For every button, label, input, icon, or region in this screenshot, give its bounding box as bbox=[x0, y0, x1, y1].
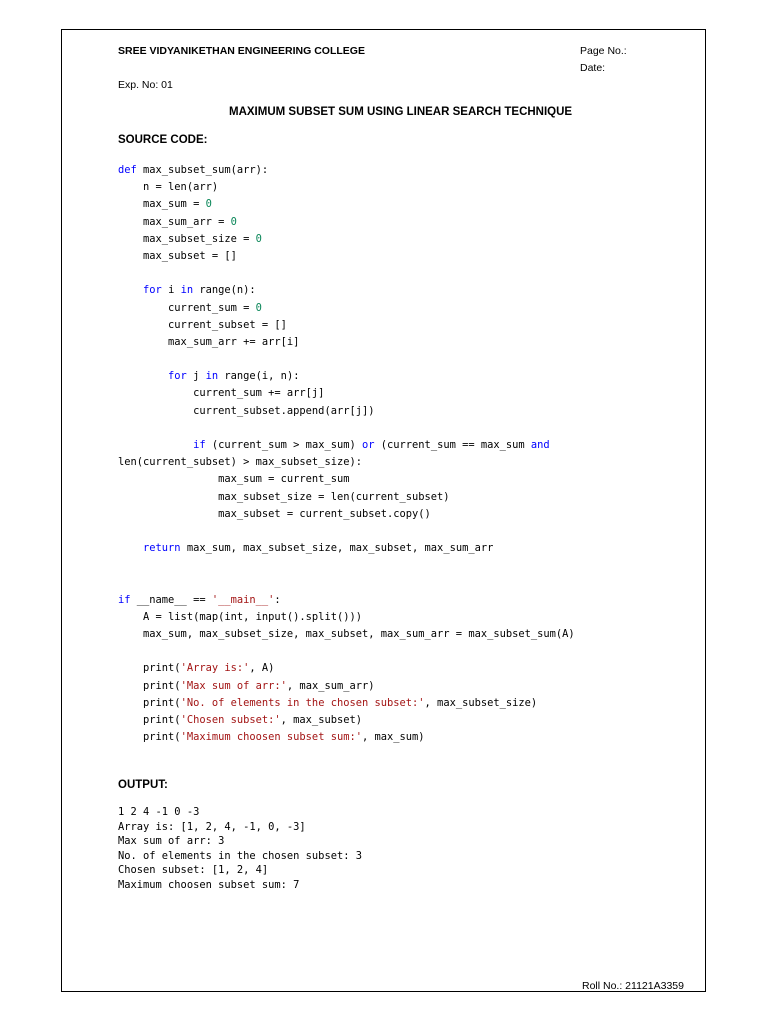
code-line bbox=[118, 248, 575, 265]
code-token: , max_subset) bbox=[280, 714, 362, 726]
code-token: 0 bbox=[255, 301, 262, 314]
code-token: print( bbox=[118, 731, 181, 744]
code-line bbox=[118, 300, 575, 317]
code-line bbox=[118, 403, 575, 420]
output-line: No. of elements in the chosen subset: 3 bbox=[118, 849, 362, 862]
code-token: '__main__' bbox=[211, 593, 275, 606]
date-label: Date: bbox=[580, 62, 606, 74]
code-line bbox=[118, 196, 575, 213]
code-token: , A) bbox=[249, 662, 275, 675]
code-line bbox=[118, 506, 575, 523]
code-token: (current_sum > max_sum) bbox=[205, 439, 362, 451]
code-token bbox=[118, 542, 143, 554]
code-token: in bbox=[180, 284, 194, 297]
code-token: max_subset_size = bbox=[118, 232, 256, 245]
code-token: or bbox=[362, 439, 375, 451]
output-line: Array is: [1, 2, 4, -1, 0, -3] bbox=[118, 820, 306, 833]
source-code-block bbox=[118, 162, 575, 746]
code-line bbox=[118, 385, 575, 402]
code-line bbox=[118, 437, 575, 454]
output-line: 1 2 4 -1 0 -3 bbox=[118, 806, 200, 818]
code-line bbox=[118, 334, 575, 351]
code-token bbox=[118, 284, 143, 296]
code-line bbox=[118, 660, 575, 677]
code-token: max_sum, max_subset_size, max_subset, max_sum_arr = max_subset_sum(A) bbox=[118, 628, 575, 641]
code-token: A = list(map(int, input().split())) bbox=[118, 610, 362, 623]
code-token: print( bbox=[118, 679, 181, 692]
code-line bbox=[118, 575, 575, 592]
code-line bbox=[118, 265, 575, 282]
code-token: if bbox=[193, 439, 206, 451]
code-line bbox=[118, 317, 575, 334]
code-token: range(n): bbox=[193, 284, 256, 297]
code-token: len(current_subset) > max_subset_size): bbox=[118, 456, 362, 469]
code-line bbox=[118, 179, 575, 196]
code-token: 0 bbox=[255, 232, 262, 245]
code-token: and bbox=[530, 439, 550, 451]
program-output-block bbox=[118, 805, 362, 893]
code-token: i bbox=[161, 284, 181, 297]
code-token: current_sum = bbox=[118, 301, 256, 314]
output-line: Chosen subset: [1, 2, 4] bbox=[118, 864, 269, 877]
experiment-title: MAXIMUM SUBSET SUM USING LINEAR SEARCH TECHNIQUE bbox=[229, 106, 573, 118]
code-token: 0 bbox=[230, 215, 237, 228]
code-token: 'No. of elements in the chosen subset:' bbox=[180, 696, 425, 709]
code-token: print( bbox=[118, 696, 181, 709]
code-line bbox=[118, 523, 575, 540]
code-line bbox=[118, 540, 575, 557]
code-token bbox=[118, 439, 193, 451]
code-token: , max_sum) bbox=[361, 731, 425, 744]
code-token: , max_subset_size) bbox=[424, 696, 538, 709]
code-token: j bbox=[186, 370, 206, 383]
code-line bbox=[118, 489, 575, 506]
code-token: max_subset_sum(arr): bbox=[136, 164, 269, 176]
code-token: max_sum_arr = bbox=[118, 215, 231, 228]
code-line bbox=[118, 471, 575, 488]
code-token: n = len(arr) bbox=[118, 181, 219, 194]
code-token: max_subset = current_subset.copy() bbox=[118, 507, 431, 520]
code-token: 'Chosen subset:' bbox=[180, 714, 281, 726]
code-token: def bbox=[118, 164, 137, 176]
code-token: max_sum, max_subset_size, max_subset, max_sum_arr bbox=[180, 542, 494, 555]
output-heading: OUTPUT: bbox=[118, 779, 168, 791]
code-token: range(i, n): bbox=[218, 370, 300, 383]
code-token: if bbox=[118, 593, 131, 606]
code-token: print( bbox=[118, 662, 181, 675]
code-line bbox=[118, 231, 575, 248]
code-line bbox=[118, 557, 575, 574]
code-line bbox=[118, 626, 575, 643]
code-token: 'Max sum of arr:' bbox=[180, 679, 287, 692]
code-token: for bbox=[143, 284, 162, 297]
code-token: max_sum = bbox=[118, 198, 206, 211]
output-line: Maximum choosen subset sum: 7 bbox=[118, 878, 300, 891]
code-line bbox=[118, 695, 575, 712]
code-line bbox=[118, 592, 575, 609]
code-token: print( bbox=[118, 714, 181, 726]
code-token: , max_sum_arr) bbox=[286, 679, 375, 692]
code-token: 'Maximum choosen subset sum:' bbox=[180, 731, 362, 744]
code-token: 0 bbox=[205, 198, 212, 211]
college-name: SREE VIDYANIKETHAN ENGINEERING COLLEGE bbox=[118, 45, 365, 57]
code-token: max_subset_size = len(current_subset) bbox=[118, 490, 450, 503]
code-line bbox=[118, 368, 575, 385]
roll-number: Roll No.: 21121A3359 bbox=[582, 980, 684, 992]
code-token: current_subset = [] bbox=[118, 318, 287, 331]
code-token: (current_sum == max_sum bbox=[374, 439, 531, 451]
code-token: return bbox=[143, 542, 181, 555]
output-line: Max sum of arr: 3 bbox=[118, 835, 225, 848]
code-token: current_sum += arr[j] bbox=[118, 387, 325, 400]
code-line bbox=[118, 214, 575, 231]
code-token: current_subset.append(arr[j]) bbox=[118, 404, 375, 417]
code-line bbox=[118, 712, 575, 729]
code-token: 'Array is:' bbox=[180, 662, 250, 675]
code-token: for bbox=[168, 370, 187, 383]
code-line bbox=[118, 282, 575, 299]
code-line bbox=[118, 643, 575, 660]
code-token: : bbox=[274, 593, 281, 606]
page-no-label: Page No.: bbox=[580, 45, 627, 57]
code-line bbox=[118, 454, 575, 471]
code-token: max_subset = [] bbox=[118, 249, 237, 262]
code-line bbox=[118, 609, 575, 626]
source-code-heading: SOURCE CODE: bbox=[118, 134, 208, 146]
code-token: max_sum_arr += arr[i] bbox=[118, 335, 300, 348]
code-line bbox=[118, 351, 575, 368]
experiment-number: Exp. No: 01 bbox=[118, 79, 173, 91]
code-token: in bbox=[205, 370, 219, 383]
code-token bbox=[118, 370, 168, 382]
code-token: __name__ == bbox=[130, 593, 212, 606]
code-token: max_sum = current_sum bbox=[118, 473, 350, 486]
code-line bbox=[118, 162, 575, 179]
code-line bbox=[118, 729, 575, 746]
code-line bbox=[118, 420, 575, 437]
code-line bbox=[118, 678, 575, 695]
